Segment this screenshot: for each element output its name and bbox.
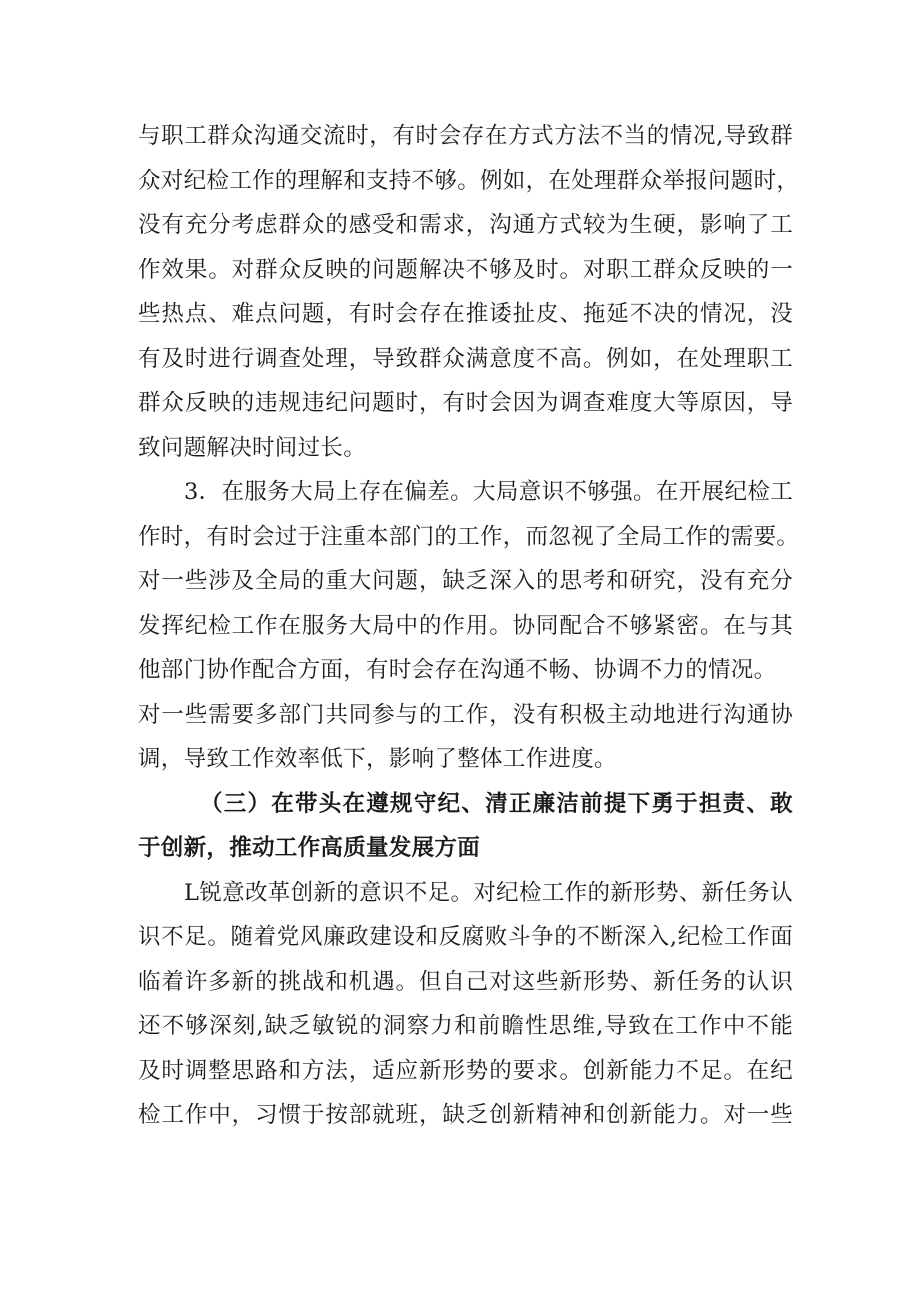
text-line: 临着许多新的挑战和机遇。但自己对这些新形势、新任务的认识 [138, 968, 793, 995]
text-line: 及时调整思路和方法，适应新形势的要求。创新能力不足。在纪 [138, 1057, 793, 1084]
heading-line: 于创新，推动工作高质量发展方面 [138, 835, 481, 861]
text-line: 些热点、难点问题，有时会存在推诿扯皮、拖延不决的情况，没 [138, 301, 793, 327]
text-line: 与职工群众沟通交流时，有时会存在方式方法不当的情况,导致群 [138, 123, 793, 149]
section-heading [138, 782, 793, 871]
text-line: 调，导致工作效率低下，影响了整体工作进度。 [138, 746, 617, 772]
text-line: L锐意改革创新的意识不足。对纪检工作的新形势、新任务认 [184, 879, 793, 906]
heading-line: （三）在带头在遵规守纪、清正廉洁前提下勇于担责、敢 [200, 790, 793, 817]
text-line: 致问题解决时间过长。 [138, 434, 367, 461]
text-line: 检工作中，习惯于按部就班，缺乏创新精神和创新能力。对一些 [138, 1102, 793, 1128]
text-line: 对一些需要多部门共同参与的工作，没有积极主动地进行沟通协 [138, 701, 793, 728]
paragraph-item-3 [138, 470, 800, 782]
text-line: 没有充分考虑群众的感受和需求，沟通方式较为生硬，影响了工 [138, 212, 793, 238]
text-line: 众对纪检工作的理解和支持不够。例如，在处理群众举报问题时， [138, 167, 800, 194]
text-line: 作效果。对群众反映的问题解决不够及时。对职工群众反映的一 [138, 256, 793, 283]
text-line: 作时，有时会过于注重本部门的工作，而忽视了全局工作的需要。 [138, 523, 800, 550]
text-line: 他部门协作配合方面，有时会存在沟通不畅、协调不力的情况。 [138, 657, 777, 683]
paragraph-item-1 [138, 871, 793, 1138]
text-line: 有及时进行调查处理，导致群众满意度不高。例如，在处理职工 [138, 345, 793, 372]
paragraph-continuation [138, 114, 800, 470]
document-body [138, 114, 800, 1138]
text-line: 识不足。随着党风廉政建设和反腐败斗争的不断深入,纪检工作面 [138, 924, 793, 950]
text-line: 对一些涉及全局的重大问题，缺乏深入的思考和研究，没有充分 [138, 568, 793, 594]
text-line: 还不够深刻,缺乏敏锐的洞察力和前瞻性思维,导致在工作中不能 [138, 1013, 793, 1039]
text-line: 群众反映的违规违纪问题时，有时会因为调查难度大等原因，导 [138, 390, 793, 416]
text-line: 3．在服务大局上存在偏差。大局意识不够强。在开展纪检工 [184, 479, 793, 505]
text-line: 发挥纪检工作在服务大局中的作用。协同配合不够紧密。在与其 [138, 612, 793, 639]
